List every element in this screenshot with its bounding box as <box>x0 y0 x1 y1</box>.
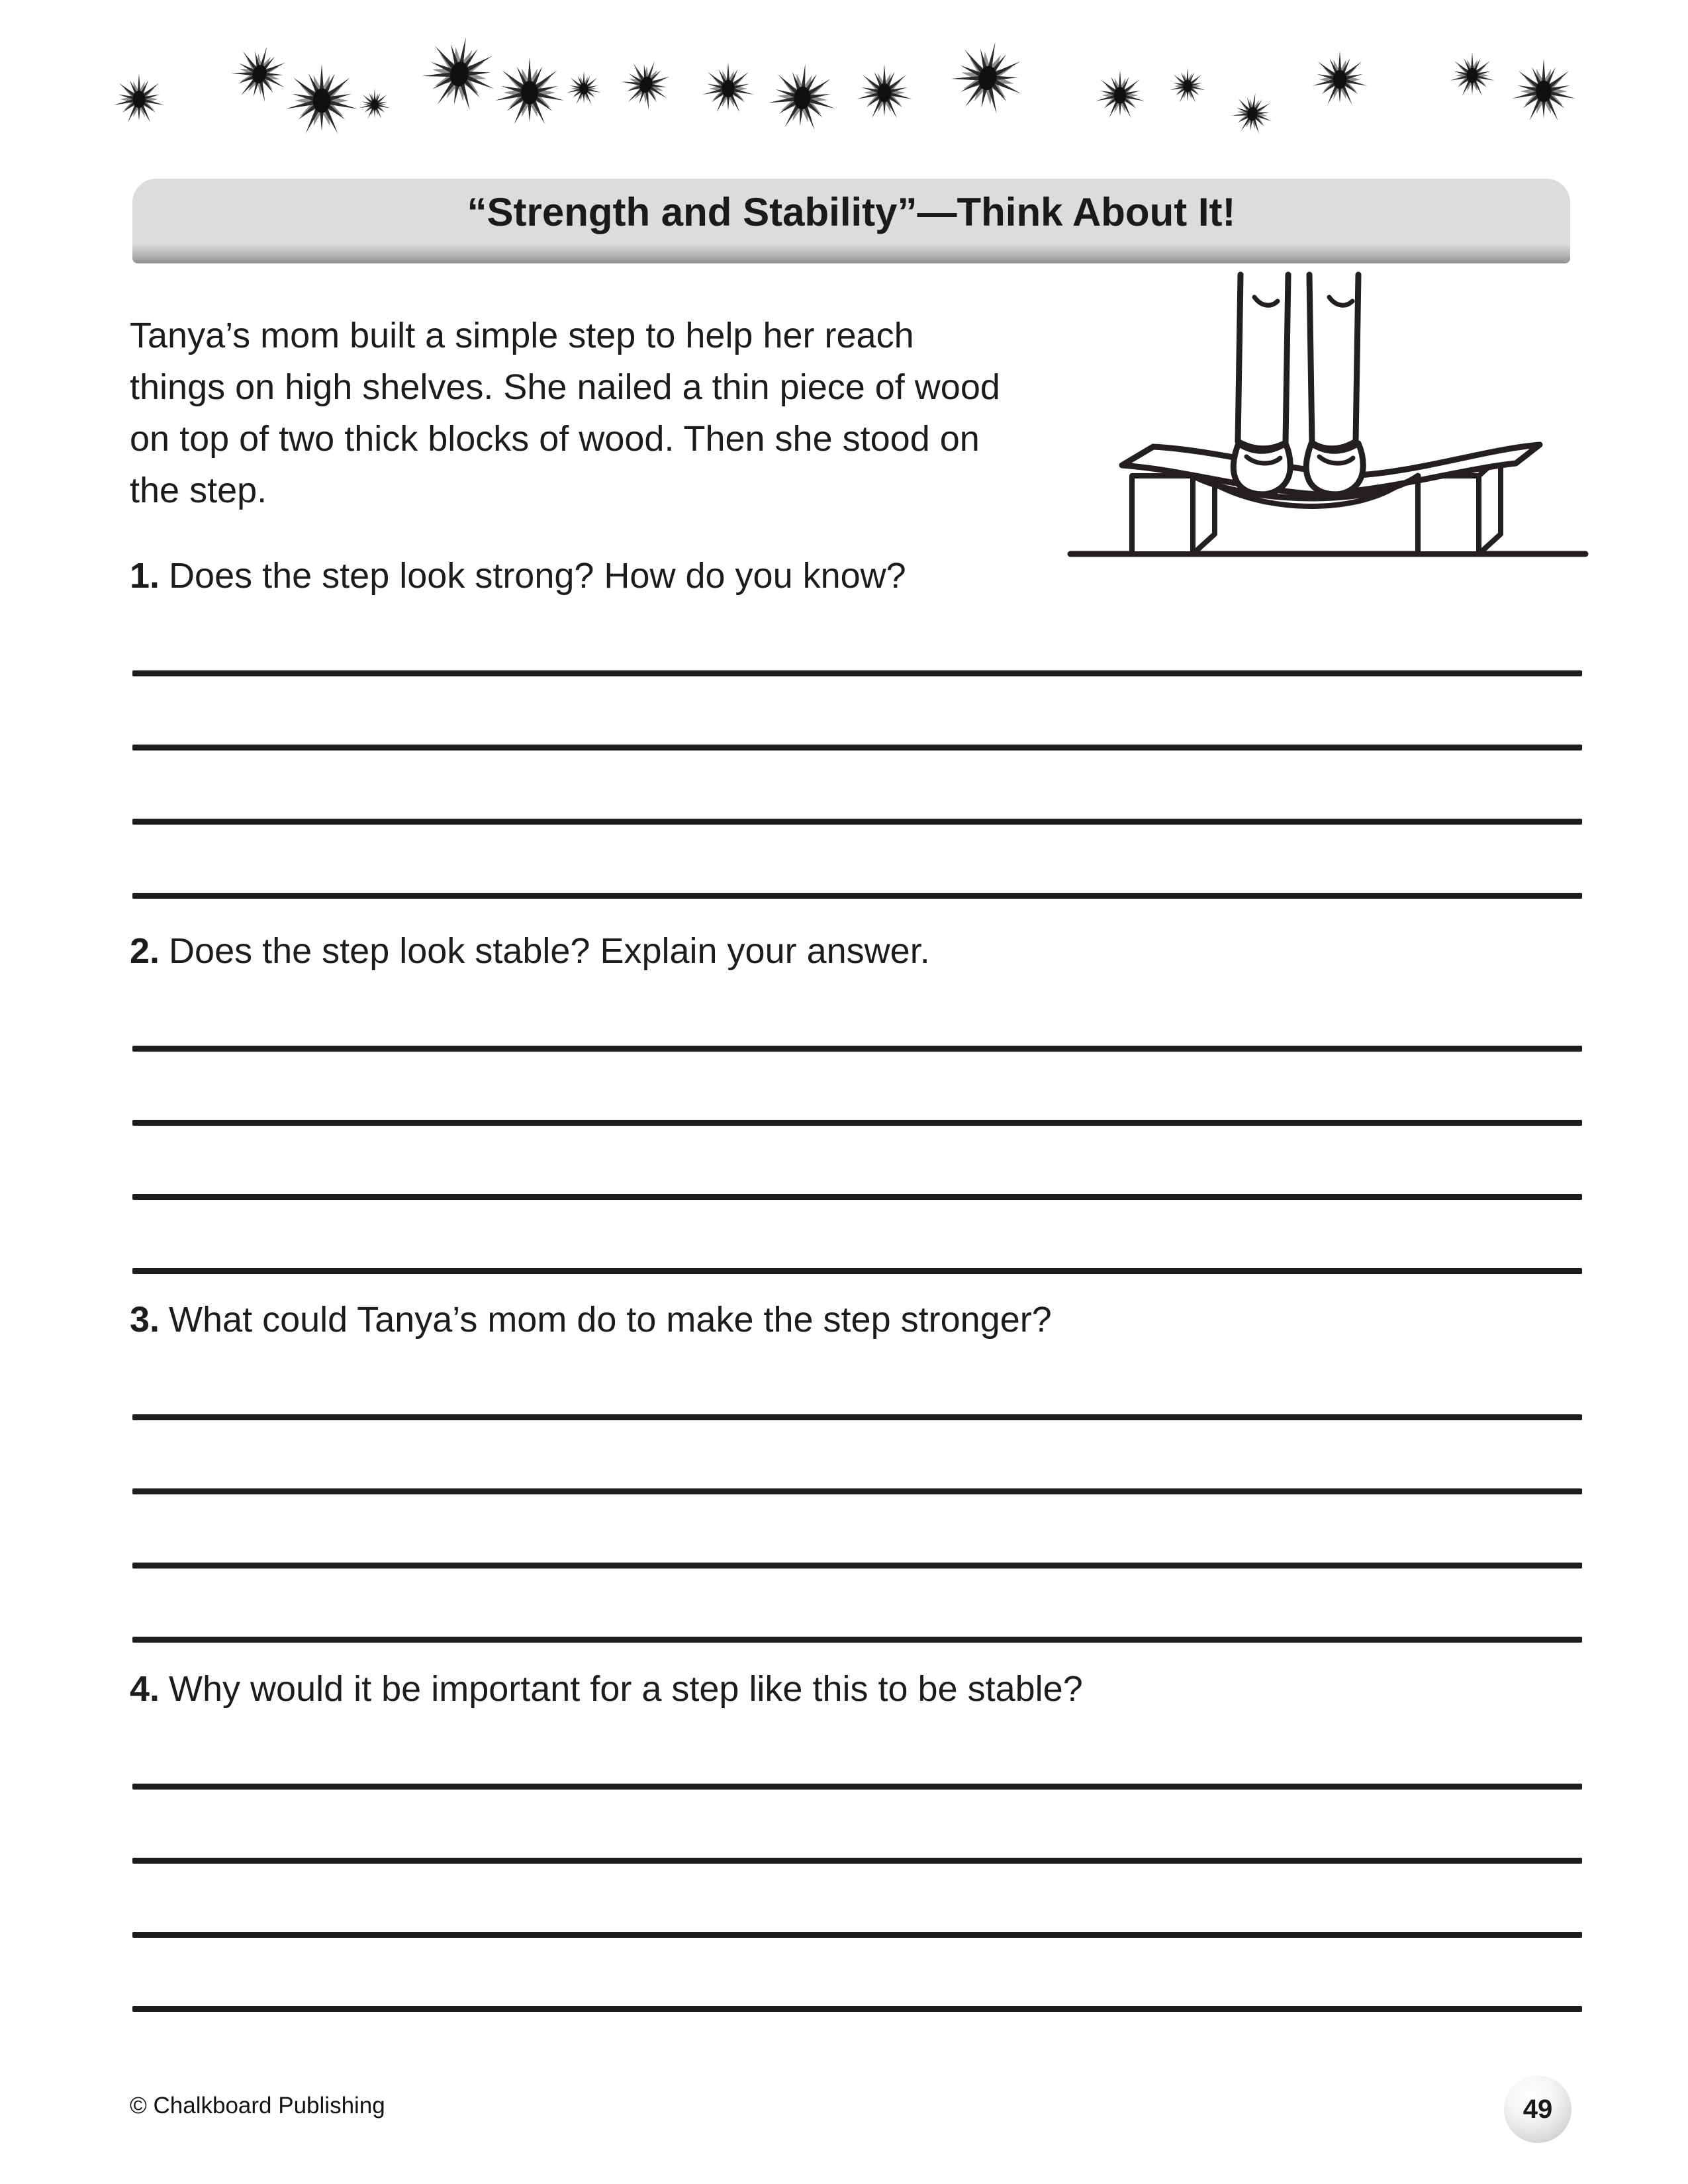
page-title: “Strength and Stability”—Think About It! <box>467 189 1236 234</box>
step-illustration <box>1059 270 1589 581</box>
question-label: Why would it be important for a step like this to be stable? <box>169 1669 1083 1709</box>
answer-line[interactable] <box>132 1120 1582 1126</box>
answer-line[interactable] <box>132 1932 1582 1938</box>
starburst-icon <box>417 30 503 114</box>
starburst-icon <box>1096 70 1145 118</box>
question-text <box>130 930 1586 972</box>
intro-line: Tanya’s mom built a simple step to help her reach <box>130 316 914 355</box>
standing-legs <box>1233 275 1363 494</box>
intro-line: the step. <box>130 471 267 510</box>
starburst-icon <box>285 64 358 135</box>
starburst-icon <box>615 53 678 115</box>
question-number: 2. <box>130 931 160 971</box>
starburst-icon <box>567 71 601 105</box>
question-label: Does the step look strong? How do you know? <box>169 556 906 596</box>
starburst-icon <box>1312 51 1368 106</box>
intro-paragraph <box>130 310 1070 516</box>
starburst-icon <box>857 64 913 119</box>
starburst-icon <box>494 57 565 125</box>
copyright-text: © Chalkboard Publishing <box>130 2093 385 2118</box>
question-block-3 <box>130 1298 1586 1669</box>
starburst-icon <box>1511 59 1575 122</box>
starburst-icon <box>359 89 390 119</box>
worksheet-title-banner <box>132 179 1570 245</box>
left-shoe <box>1233 443 1290 494</box>
answer-line[interactable] <box>132 1414 1582 1420</box>
intro-line: things on high shelves. She nailed a thin piece of wood <box>130 367 1000 407</box>
starburst-icon <box>226 40 294 107</box>
question-text <box>130 1668 1586 1710</box>
answer-line[interactable] <box>132 1563 1582 1569</box>
question-number: 4. <box>130 1669 160 1709</box>
answer-line[interactable] <box>132 1858 1582 1864</box>
answer-line[interactable] <box>132 670 1582 676</box>
answer-line[interactable] <box>132 745 1582 751</box>
starburst-icon <box>945 34 1031 118</box>
starburst-icon <box>1170 68 1206 103</box>
starburst-decoration-band <box>0 0 1688 179</box>
starburst-icon <box>1229 90 1276 136</box>
question-label: What could Tanya’s mom do to make the step stronger? <box>169 1300 1052 1340</box>
answer-line[interactable] <box>132 893 1582 899</box>
starburst-icon <box>766 61 839 132</box>
answer-line[interactable] <box>132 1637 1582 1643</box>
answer-line[interactable] <box>132 1268 1582 1274</box>
question-number: 1. <box>130 556 160 596</box>
page-number: 49 <box>1523 2094 1553 2124</box>
starburst-icon <box>702 62 755 113</box>
question-number: 3. <box>130 1300 160 1340</box>
intro-line: on top of two thick blocks of wood. Then she stood on <box>130 419 980 459</box>
answer-line[interactable] <box>132 1488 1582 1494</box>
right-shoe <box>1306 443 1363 494</box>
starburst-icon <box>1450 52 1495 97</box>
question-text <box>130 555 1586 597</box>
question-block-2 <box>130 930 1586 1300</box>
starburst-icon <box>113 73 164 123</box>
question-text <box>130 1298 1586 1341</box>
question-label: Does the step look stable? Explain your answer. <box>169 931 930 971</box>
answer-line[interactable] <box>132 1194 1582 1200</box>
answer-line[interactable] <box>132 2006 1582 2012</box>
question-block-4 <box>130 1668 1586 2038</box>
title-banner-shadow <box>132 245 1570 263</box>
question-block-1 <box>130 555 1586 925</box>
answer-line[interactable] <box>132 1784 1582 1790</box>
answer-line[interactable] <box>132 1046 1582 1052</box>
answer-line[interactable] <box>132 819 1582 825</box>
page-number-badge <box>1504 2075 1571 2143</box>
